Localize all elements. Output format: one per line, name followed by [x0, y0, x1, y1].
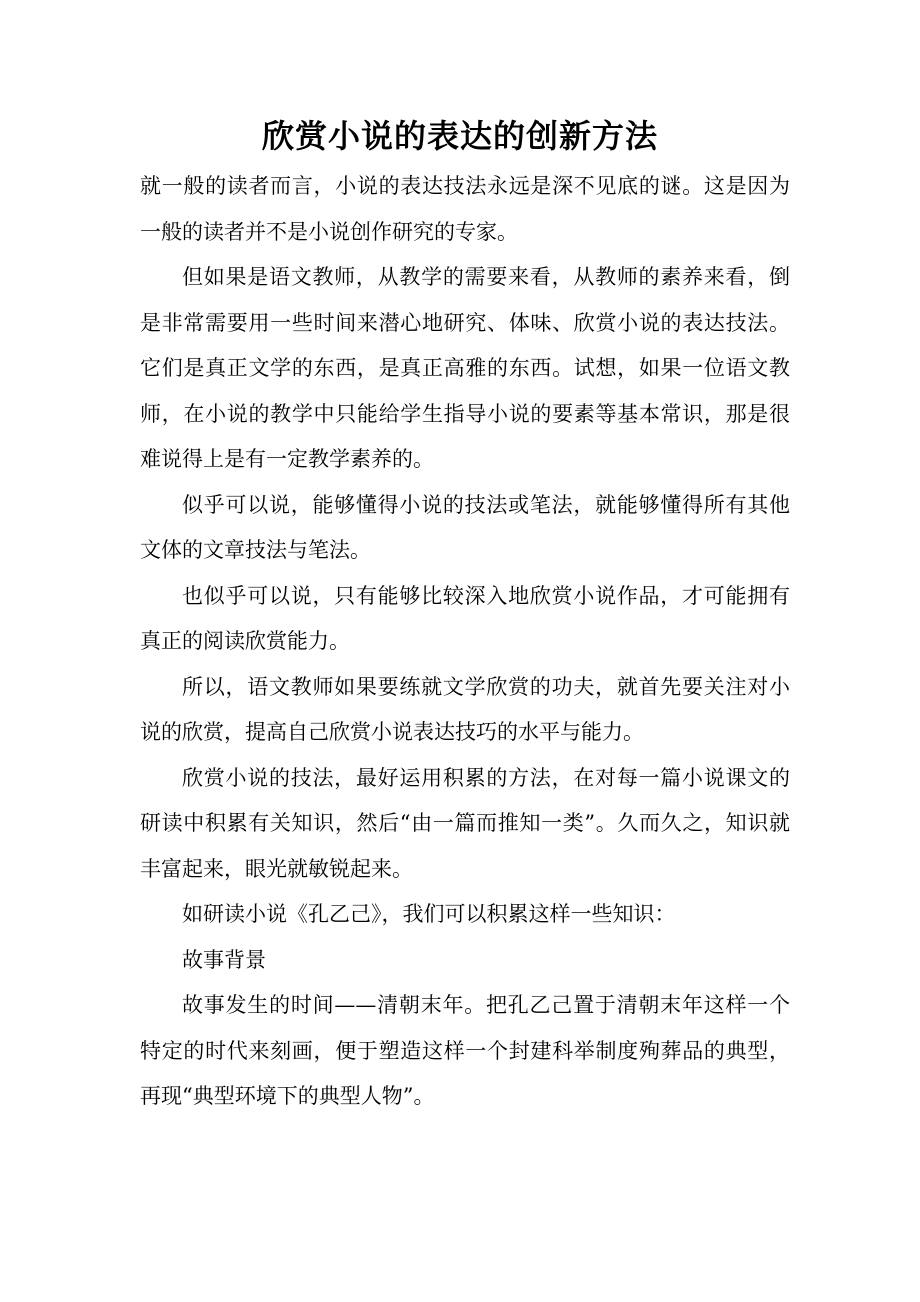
- paragraph-6: 欣赏小说的技法，最好运用积累的方法，在对每一篇小说课文的研读中积累有关知识，然后“由一篇而推知一类”。久而久之，知识就丰富起来，眼光就敏锐起来。: [140, 765, 790, 881]
- paragraph-2: 但如果是语文教师，从教学的需要来看，从教师的素养来看，倒是非常需要用一些时间来潜心地研究、体味、欣赏小说的表达技法。它们是真正文学的东西，是真正高雅的东西。试想，如果一位语文教师，在小说的教学中只能给学生指导小说的要素等基本常识，那是很难说得上是有一定教学素养的。: [140, 265, 790, 471]
- document-title: 欣赏小说的表达的创新方法: [261, 117, 658, 155]
- paragraph-7: 如研读小说《孔乙己》，我们可以积累这样一些知识：: [182, 902, 676, 926]
- section-heading-story-background: 故事背景: [182, 947, 266, 972]
- paragraph-1: 就一般的读者而言，小说的表达技法永远是深不见底的谜。这是因为一般的读者并不是小说创作研究的专家。: [140, 174, 790, 244]
- document-body: [140, 164, 790, 1120]
- paragraph-5: 所以，语文教师如果要练就文学欣赏的功夫，就首先要关注对小说的欣赏，提高自己欣赏小说表达技巧的水平与能力。: [140, 674, 790, 744]
- paragraph-8: 故事发生的时间——清朝末年。把孔乙己置于清朝末年这样一个特定的时代来刻画，便于塑造这样一个封建科举制度殉葬品的典型，再现“典型环境下的典型人物”。: [140, 993, 790, 1108]
- paragraph-3: 似乎可以说，能够懂得小说的技法或笔法，就能够懂得所有其他文体的文章技法与笔法。: [140, 492, 790, 562]
- paragraph-4: 也似乎可以说，只有能够比较深入地欣赏小说作品，才可能拥有真正的阅读欣赏能力。: [140, 583, 790, 653]
